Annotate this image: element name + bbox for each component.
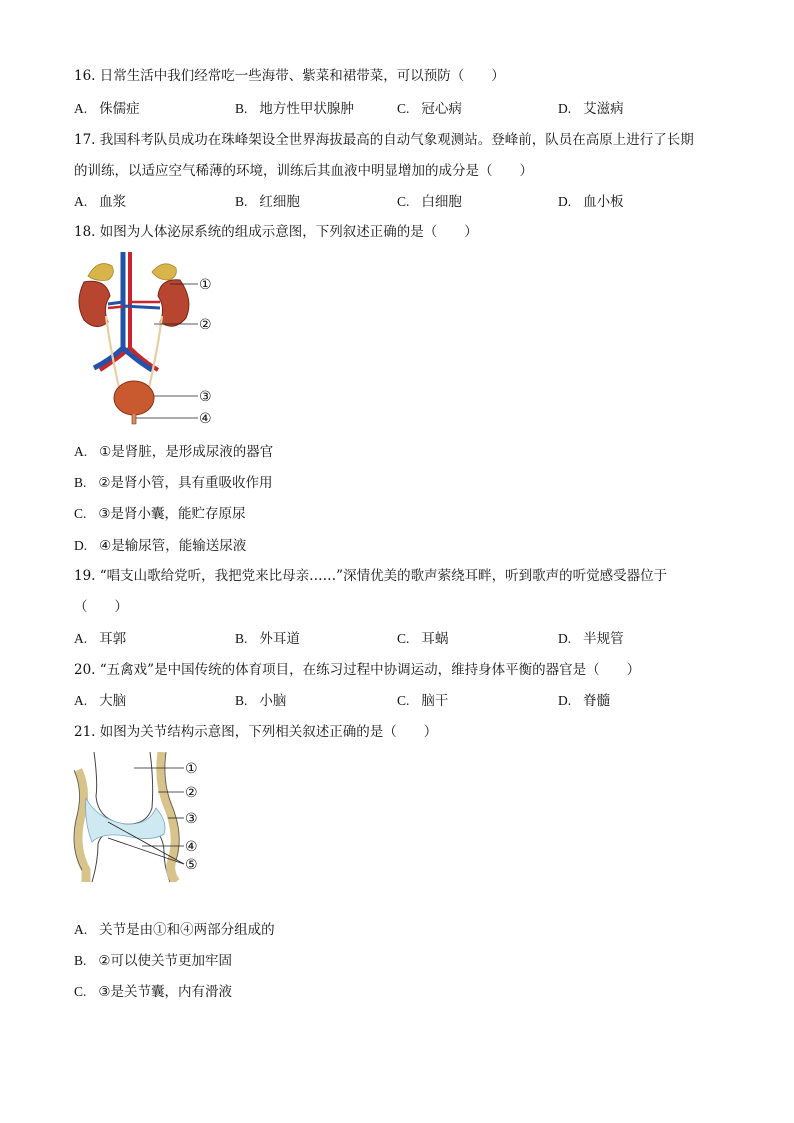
q19-option-c: C. 耳蜗: [397, 631, 449, 647]
q18-option-b: B. ②是肾小管，具有重吸收作用: [74, 475, 273, 491]
q20-option-c: C. 脑干: [397, 693, 449, 709]
q20-stem: 20. “五禽戏”是中国传统的体育项目，在练习过程中协调运动，维持身体平衡的器官是（ ）: [74, 662, 641, 678]
q18-stem: 18. 如图为人体泌尿系统的组成示意图，下列叙述正确的是（ ）: [74, 224, 478, 240]
q20-option-d: D. 脊髓: [558, 693, 611, 709]
q19-option-b: B. 外耳道: [235, 631, 300, 647]
q20-option-a: A. 大脑: [74, 693, 127, 709]
q18-option-c: C. ③是肾小囊，能贮存原尿: [74, 506, 246, 522]
joint-label-4: ④: [185, 839, 198, 855]
urinary-label-3: ③: [199, 389, 212, 405]
q16-stem: 16. 日常生活中我们经常吃一些海带、紫菜和裙带菜，可以预防（ ）: [74, 68, 505, 84]
q20-option-b: B. 小脑: [235, 693, 287, 709]
q18-option-a: A. ①是肾脏，是形成尿液的器官: [74, 444, 274, 460]
q17-stem-line2: 的训练，以适应空气稀薄的环境，训练后其血液中明显增加的成分是（ ）: [74, 163, 533, 179]
q17-option-a: A. 血浆: [74, 194, 127, 210]
urinary-label-1: ①: [199, 277, 212, 293]
joint-label-3: ③: [185, 811, 198, 827]
urinary-system-diagram: [70, 252, 230, 432]
q17-option-d: D. 血小板: [558, 194, 624, 210]
q19-stem-line1: 19. “唱支山歌给党听，我把党来比母亲……”深情优美的歌声萦绕耳畔，听到歌声的听觉感受器位于: [74, 568, 668, 584]
urinary-label-2: ②: [199, 317, 212, 333]
q19-stem-line2: （ ）: [74, 599, 128, 615]
joint-label-1: ①: [185, 761, 198, 777]
q18-option-d: D. ④是输尿管，能输送尿液: [74, 538, 247, 554]
joint-label-2: ②: [185, 785, 198, 801]
q19-option-a: A. 耳郭: [74, 631, 127, 647]
joint-label-5: ⑤: [185, 857, 198, 873]
q21-option-b: B. ②可以使关节更加牢固: [74, 953, 232, 969]
joint-structure-diagram: [72, 752, 212, 882]
q19-option-d: D. 半规管: [558, 631, 624, 647]
q21-option-c: C. ③是关节囊，内有滑液: [74, 984, 232, 1000]
q16-option-d: D. 艾滋病: [558, 101, 624, 117]
q17-option-c: C. 白细胞: [397, 194, 462, 210]
q17-stem-line1: 17. 我国科考队员成功在珠峰架设全世界海拔最高的自动气象观测站。登峰前，队员在高原上进行了长期: [74, 132, 694, 148]
q16-option-a: A. 侏儒症: [74, 101, 140, 117]
q16-option-c: C. 冠心病: [397, 101, 462, 117]
urinary-label-4: ④: [199, 411, 212, 427]
urinary-system-figure: [70, 252, 230, 432]
joint-structure-figure: [72, 752, 212, 882]
q21-stem: 21. 如图为关节结构示意图，下列相关叙述正确的是（ ）: [74, 724, 438, 740]
q17-option-b: B. 红细胞: [235, 194, 300, 210]
q16-option-b: B. 地方性甲状腺肿: [235, 101, 354, 117]
q21-option-a: A. 关节是由①和④两部分组成的: [74, 922, 275, 938]
